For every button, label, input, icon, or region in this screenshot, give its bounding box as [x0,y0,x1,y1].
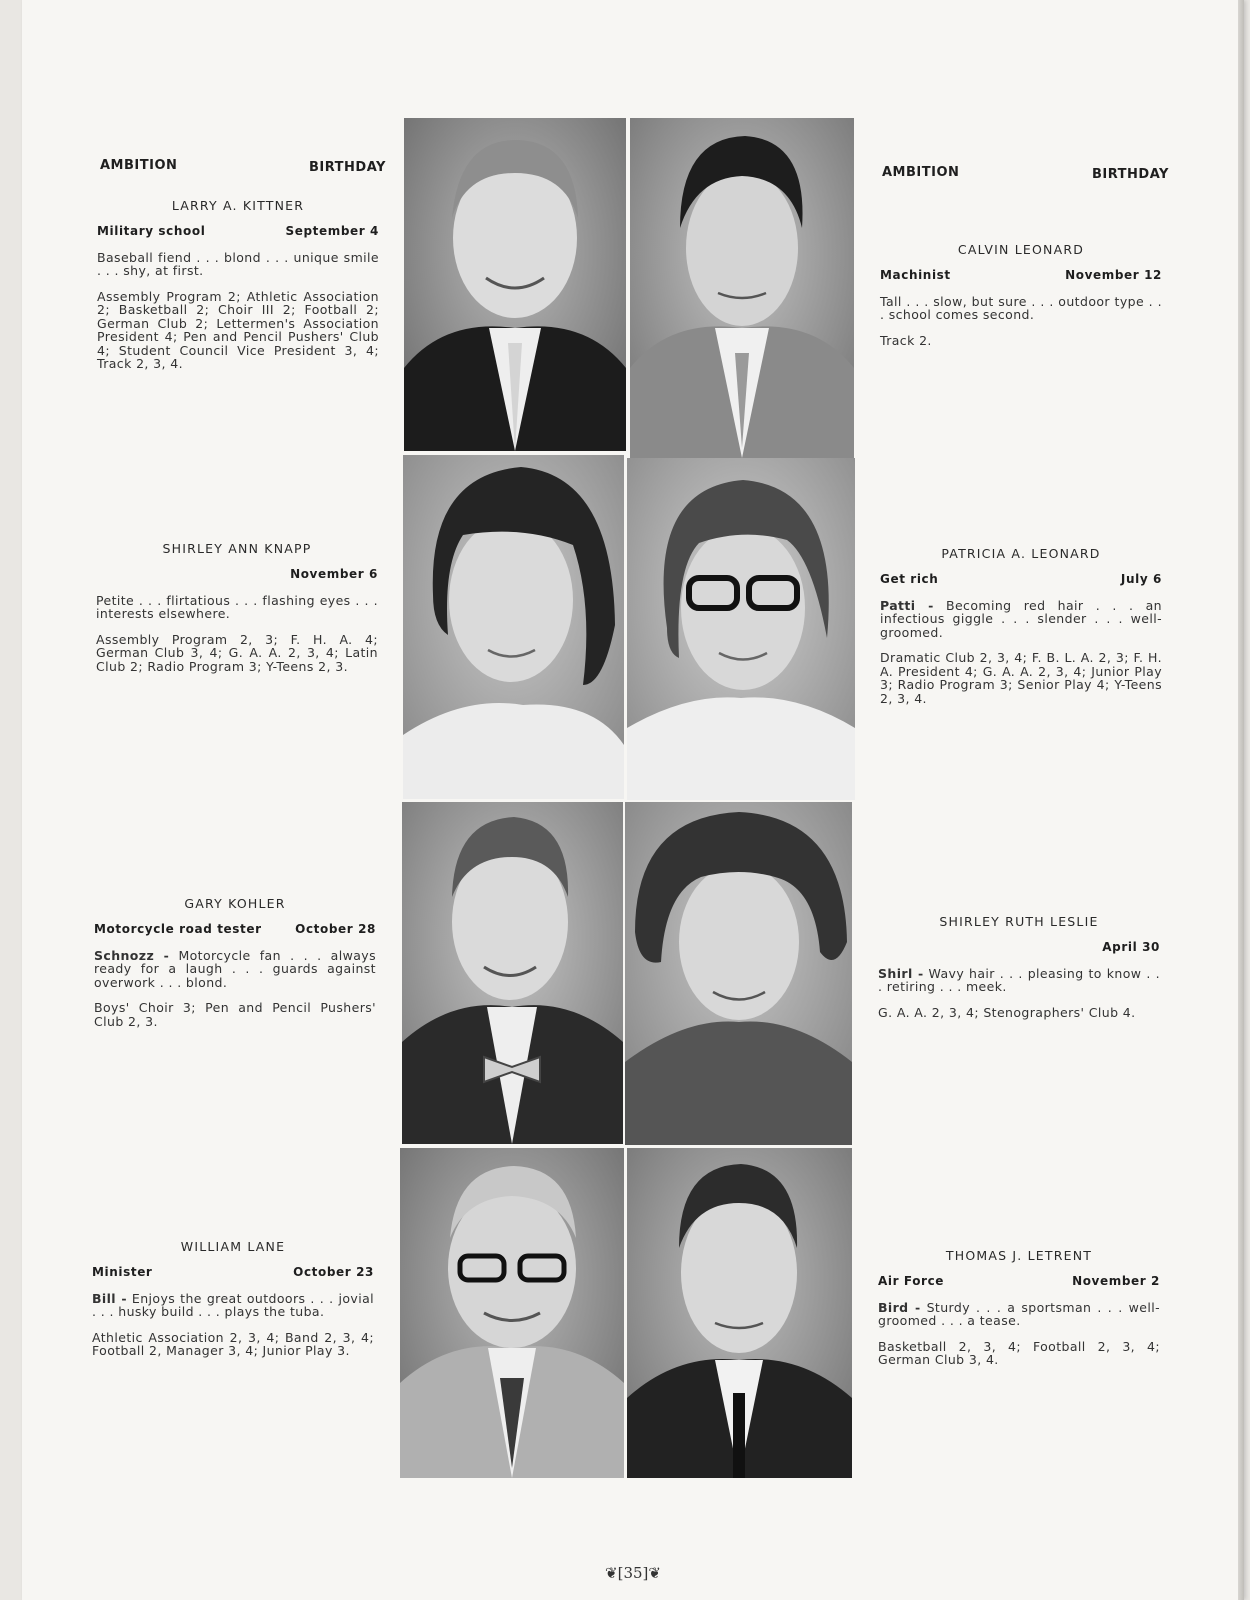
student-ambition: Air Force [878,1273,945,1288]
portrait-william-lane [400,1148,624,1478]
student-nickname: Schnozz - [94,947,170,963]
ambition-birthday-row [92,1266,374,1280]
page-edge [1238,0,1244,1600]
student-name: PATRICIA A. LEONARD [941,546,1101,561]
student-name: SHIRLEY RUTH LESLIE [939,914,1099,929]
student-birthday: November 2 [1072,1273,1160,1288]
student-birthday: April 30 [1102,939,1160,954]
student-birthday: October 23 [293,1264,374,1279]
portrait-larry-kittner [404,118,626,451]
student-description [878,1301,1160,1328]
student-birthday: July 6 [1120,571,1162,586]
ambition-birthday-row [94,923,376,937]
student-entry [880,547,1162,705]
student-description [880,295,1162,322]
student-birthday: October 28 [295,921,376,936]
description-text: Sturdy . . . a sportsman . . . well-groomed . . . a tease. [878,1299,1160,1328]
student-ambition: Motorcycle road tester [94,921,262,936]
student-entry [92,1240,374,1358]
description-text: Becoming red hair . . . an infectious giggle . . . slender . . . well-groomed. [880,597,1162,640]
student-entry [878,915,1160,1019]
student-description [94,949,376,990]
student-name: LARRY A. KITTNER [171,198,305,213]
student-activities: Dramatic Club 2, 3, 4; F. B. L. A. 2, 3; F. H. A. President 4; G. A. A. 2, 3, 4; Junior Play 3; Radio Program 3; Senior Play 4; Y-Teens 2, 3, 4. [880,650,1162,706]
student-description [96,594,378,621]
ambition-birthday-row [878,941,1160,955]
left-ambition-header: AMBITION [100,158,178,173]
student-activities: Assembly Program 2, 3; F. H. A. 4; German Club 3, 4; G. A. A. 2, 3, 4; Latin Club 2; Radio Program 3; Y-Teens 2, 3. [96,631,378,674]
student-nickname: Patti - [880,597,934,613]
student-activities: Assembly Program 2; Athletic Association 2; Basketball 2; Choir III 2; Football 2; German Club 2; Lettermen's Association President 4; Pen and Pencil Pushers' Club 4; Student Council Vice President 3, 4; Track 2, 3, 4. [97,288,379,371]
description-text: Petite . . . flirtatious . . . flashing eyes . . . interests elsewhere. [96,592,378,621]
student-name: THOMAS J. LETRENT [945,1248,1093,1263]
left-birthday-header: BIRTHDAY [309,160,386,175]
student-activities: G. A. A. 2, 3, 4; Stenographers' Club 4. [878,1004,1136,1020]
ambition-birthday-row [96,568,378,582]
description-text: Enjoys the great outdoors . . . jovial . . . husky build . . . plays the tuba. [92,1290,375,1319]
student-entry [96,542,378,673]
student-ambition: Military school [97,223,206,238]
description-text: Tall . . . slow, but sure . . . outdoor type . . . school comes second. [880,293,1162,322]
yearbook-page [22,0,1244,1600]
ambition-birthday-row [878,1275,1160,1289]
student-activities: Athletic Association 2, 3, 4; Band 2, 3, 4; Football 2, Manager 3, 4; Junior Play 3. [92,1329,374,1358]
student-description [878,967,1160,994]
student-name: GARY KOHLER [184,896,286,911]
portrait-shirley-leslie [625,802,852,1145]
portrait-calvin-leonard [630,118,854,458]
student-ambition: Minister [92,1264,153,1279]
student-nickname: Bill - [92,1290,127,1306]
student-activities: Track 2. [880,332,932,348]
right-birthday-header: BIRTHDAY [1092,167,1169,182]
student-name: WILLIAM LANE [180,1239,286,1254]
student-nickname: Bird - [878,1299,921,1315]
student-name: CALVIN LEONARD [957,242,1085,257]
page-number: ❦[35]❦ [605,1564,661,1582]
student-birthday: November 12 [1065,267,1162,282]
page-number-value: 35 [623,1564,643,1582]
portrait-shirley-knapp [403,455,624,799]
student-entry [880,243,1162,347]
description-text: Baseball fiend . . . blond . . . unique smile . . . shy, at first. [97,249,379,278]
student-activities: Boys' Choir 3; Pen and Pencil Pushers' Club 2, 3. [94,1000,376,1029]
portrait-gary-kohler [402,802,623,1144]
student-description [97,251,379,278]
student-nickname: Shirl - [878,965,924,981]
student-birthday: November 6 [290,566,378,581]
portrait-thomas-letrent [627,1148,852,1478]
student-activities: Basketball 2, 3, 4; Football 2, 3, 4; German Club 3, 4. [878,1338,1160,1367]
student-ambition: Get rich [880,571,939,586]
ambition-birthday-row [880,573,1162,587]
right-ambition-header: AMBITION [882,165,960,180]
student-entry [94,897,376,1028]
student-description [92,1292,374,1319]
student-entry [97,199,379,371]
student-name: SHIRLEY ANN KNAPP [162,541,312,556]
ambition-birthday-row [97,225,379,239]
student-entry [878,1249,1160,1367]
description-text: Motorcycle fan . . . always ready for a laugh . . . guards against overwork . . . blond. [94,947,376,990]
student-description [880,599,1162,640]
student-birthday: September 4 [285,223,379,238]
ambition-birthday-row [880,269,1162,283]
portrait-patricia-leonard [627,458,855,800]
description-text: Wavy hair . . . pleasing to know . . . retiring . . . meek. [878,965,1161,994]
student-ambition: Machinist [880,267,951,282]
